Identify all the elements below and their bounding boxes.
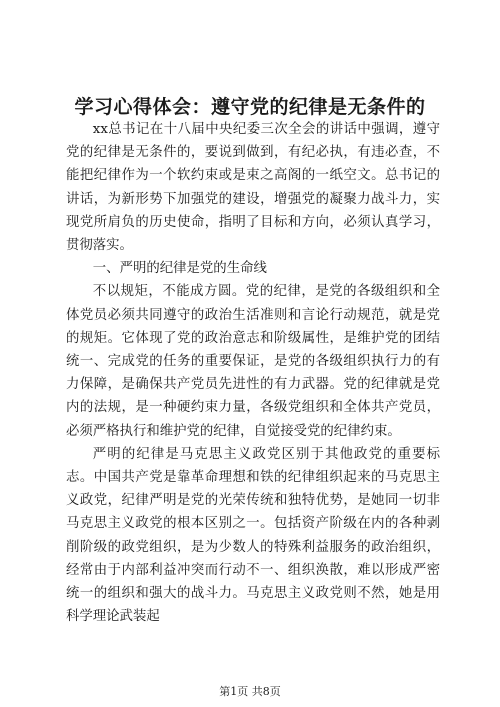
paragraph-discipline-rules: 不以规矩，不能成方圆。党的纪律，是党的各级组织和全体党员必须共同遵守的政治生活准则和言论行动规范，就是党的规矩。它体现了党的政治意志和阶级属性，是维护党的团结统一、完成党的任务的重要保证，是党的各级组织执行力的有力保障，是确保共产党员先进性的有力武器。党的纪律就是党内的法规，是一种硬约束力量，各级党组织和全体共产党员，必须严格执行和维护党的纪律，自觉接受党的纪律约束。 (66, 284, 440, 439)
paragraph-intro: xx总书记在十八届中央纪委三次全会的讲话中强调，遵守党的纪律是无条件的，要说到做到，有纪必执，有违必查，不能把纪律作为一个软约束或是束之高阁的一纸空文。总书记的讲话，为新形势下加强党的建设，增强党的凝聚力战斗力，实现党所肩负的历史使命，指明了目标和方向，必须认真学习，贯彻落实。 (66, 122, 440, 254)
document-title: 学习心得体会：遵守党的纪律是无条件的 (74, 96, 426, 118)
page-footer: 第1页 共8页 (219, 685, 281, 698)
paragraph-marxist-party: 严明的纪律是马克思主义政党区别于其他政党的重要标志。中国共产党是靠革命理想和铁的纪律组织起来的马克思主义政党，纪律严明是党的光荣传统和独特优势，是她同一切非马克思主义政党的根本区别之一。包括资产阶级在内的各种剥削阶级的政党组织，是为少数人的特殊利益服务的政治组织，经常由于内部利益冲突而行动不一、组织涣散，难以形成严密统一的组织和强大的战斗力。马克思主义政党则不然，她是用科学理论武装起 (66, 446, 440, 625)
document-body (66, 118, 440, 628)
section-heading: 一、严明的纪律是党的生命线 (92, 261, 267, 277)
